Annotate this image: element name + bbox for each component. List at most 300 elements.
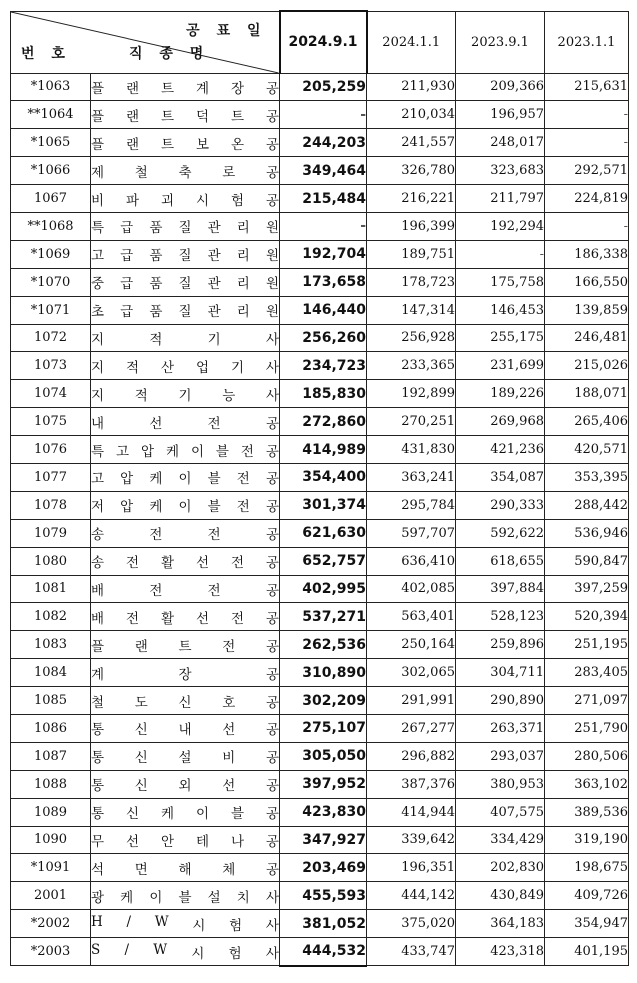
wage-value: 295,784 — [367, 491, 456, 519]
job-name-char: 트 — [178, 638, 192, 655]
wage-value: 256,928 — [367, 324, 456, 352]
wage-value: 248,017 — [456, 129, 545, 157]
wage-table — [10, 10, 629, 967]
job-name-char: 전 — [222, 638, 236, 655]
wage-value: 271,097 — [545, 687, 629, 715]
job-code: 1075 — [11, 408, 91, 436]
job-name-char: 장 — [178, 666, 192, 683]
wage-value: 380,953 — [456, 770, 545, 798]
wage-value: 210,034 — [367, 101, 456, 129]
job-name-char: 활 — [160, 610, 175, 627]
job-name-char: 적 — [134, 387, 148, 404]
job-name-char: 공 — [265, 164, 279, 181]
wage-value: 216,221 — [367, 185, 456, 213]
table-row — [11, 854, 629, 882]
job-name-char: 급 — [120, 220, 134, 237]
table-row — [11, 882, 629, 910]
table-row — [11, 240, 629, 268]
wage-value: 202,830 — [456, 854, 545, 882]
job-name-char: 적 — [125, 359, 140, 376]
job-name-spread — [91, 440, 279, 460]
job-name-spread — [91, 663, 279, 683]
job-name-char: 원 — [265, 220, 279, 237]
job-code: 2001 — [11, 882, 91, 910]
job-code: 1090 — [11, 826, 91, 854]
job-name-char: 배 — [91, 610, 105, 627]
job-name-char: 랜 — [125, 108, 140, 125]
wage-current: 301,374 — [280, 491, 367, 519]
wage-value: 241,557 — [367, 129, 456, 157]
table-row — [11, 463, 629, 491]
job-name-spread — [91, 607, 279, 627]
wage-value: - — [545, 212, 629, 240]
wage-value: 444,142 — [367, 882, 456, 910]
job-name-char: 기 — [230, 359, 244, 376]
job-name-char: 품 — [149, 248, 163, 265]
wage-value: 636,410 — [367, 547, 456, 575]
wage-value: 397,259 — [545, 575, 629, 603]
job-name — [91, 547, 280, 575]
job-name-char: 플 — [91, 80, 105, 97]
job-name-spread — [91, 161, 279, 181]
job-name-char: 도 — [134, 694, 148, 711]
job-name-char: 블 — [178, 889, 192, 906]
job-name-char: 플 — [91, 108, 105, 125]
job-name-char: 트 — [160, 80, 175, 97]
job-name-char: 전 — [125, 555, 140, 572]
job-name-spread — [91, 244, 279, 264]
job-name-char: 전 — [207, 527, 221, 544]
job-name-char: 리 — [236, 276, 250, 293]
wage-value: 592,622 — [456, 519, 545, 547]
wage-current: 537,271 — [280, 603, 367, 631]
wage-current: 354,400 — [280, 463, 367, 491]
job-name-char: 사 — [265, 387, 279, 404]
table-row — [11, 659, 629, 687]
job-name-char: 고 — [115, 443, 130, 460]
job-name-char: 광 — [91, 889, 105, 906]
wage-current: 423,830 — [280, 798, 367, 826]
job-name-char: 내 — [178, 722, 192, 739]
wage-value: 280,506 — [545, 742, 629, 770]
job-code: 1078 — [11, 491, 91, 519]
job-name-char: 공 — [265, 638, 279, 655]
job-code: *2003 — [11, 938, 91, 966]
job-name-char: / — [124, 941, 130, 958]
job-name-char: 시 — [192, 917, 206, 934]
job-name-char: 공 — [265, 108, 279, 125]
job-name-char: 품 — [149, 220, 163, 237]
job-name-char: 리 — [236, 248, 250, 265]
job-name — [91, 714, 280, 742]
table-row — [11, 380, 629, 408]
job-name-char: 공 — [265, 471, 279, 488]
wage-current: 302,209 — [280, 687, 367, 715]
job-name-char: 케 — [160, 806, 175, 823]
wage-value: 265,406 — [545, 408, 629, 436]
job-name-char: 공 — [265, 527, 279, 544]
job-name-char: 업 — [195, 359, 209, 376]
job-name-char: 보 — [195, 136, 209, 153]
job-name-spread — [91, 495, 279, 515]
table-row — [11, 603, 629, 631]
job-name-char: 계 — [195, 80, 209, 97]
job-name-char: 블 — [215, 443, 229, 460]
wage-value: 563,401 — [367, 603, 456, 631]
job-name-char: 설 — [178, 750, 192, 767]
wage-value: 409,726 — [545, 882, 629, 910]
wage-value: 288,442 — [545, 491, 629, 519]
job-name-char: 지 — [91, 331, 105, 348]
job-label: 직 종 명 — [129, 45, 210, 62]
job-name — [91, 129, 280, 157]
job-name — [91, 73, 280, 101]
job-name-char: 원 — [265, 276, 279, 293]
wage-value: 375,020 — [367, 910, 456, 938]
wage-value: 198,675 — [545, 854, 629, 882]
wage-value: 246,481 — [545, 324, 629, 352]
job-code: **1064 — [11, 101, 91, 129]
job-name-char: 리 — [236, 304, 250, 321]
job-name-char: 케 — [165, 443, 179, 460]
wage-current: 381,052 — [280, 910, 367, 938]
wage-value: 188,071 — [545, 380, 629, 408]
job-name-char: 케 — [149, 499, 163, 516]
job-name-char: 험 — [228, 945, 242, 962]
job-name-char: 이 — [195, 806, 209, 823]
wage-value: 590,847 — [545, 547, 629, 575]
table-row — [11, 575, 629, 603]
wage-current: 146,440 — [280, 296, 367, 324]
job-name-char: 시 — [195, 192, 209, 209]
wage-value: 520,394 — [545, 603, 629, 631]
wage-value: 339,642 — [367, 826, 456, 854]
job-name-char: 사 — [265, 359, 279, 376]
job-name-char: 체 — [222, 861, 236, 878]
job-name-char: 원 — [265, 304, 279, 321]
wage-value: 387,376 — [367, 770, 456, 798]
wage-value: 414,944 — [367, 798, 456, 826]
wage-current: 347,927 — [280, 826, 367, 854]
job-name-char: W — [153, 941, 168, 958]
job-name-char: 압 — [120, 471, 134, 488]
job-name-char: 급 — [120, 304, 134, 321]
wage-value: 401,195 — [545, 938, 629, 966]
job-name-char: 전 — [207, 582, 221, 599]
job-name-char: 선 — [222, 722, 236, 739]
job-name-spread — [91, 858, 279, 878]
wage-value: 231,699 — [456, 352, 545, 380]
job-name-char: 활 — [160, 555, 175, 572]
wage-current: 305,050 — [280, 742, 367, 770]
wage-value: 296,882 — [367, 742, 456, 770]
job-name-spread — [91, 886, 279, 906]
job-name-char: 저 — [91, 499, 105, 516]
wage-value: 353,395 — [545, 463, 629, 491]
job-name-char: 공 — [265, 778, 279, 795]
job-name-spread — [91, 830, 279, 850]
wage-current: 402,995 — [280, 575, 367, 603]
job-name — [91, 798, 280, 826]
job-name-spread — [91, 77, 279, 97]
wage-value: 293,037 — [456, 742, 545, 770]
wage-value: 267,277 — [367, 714, 456, 742]
wage-value: 209,366 — [456, 73, 545, 101]
job-code: 1088 — [11, 770, 91, 798]
job-name — [91, 575, 280, 603]
job-name-char: 험 — [229, 917, 243, 934]
job-name-char: 압 — [120, 499, 134, 516]
job-code: 1084 — [11, 659, 91, 687]
job-name — [91, 268, 280, 296]
wage-value: 224,819 — [545, 185, 629, 213]
date-header: 2023.9.1 — [456, 11, 545, 73]
job-name — [91, 240, 280, 268]
job-name-char: 질 — [178, 248, 192, 265]
wage-value: 178,723 — [367, 268, 456, 296]
job-name-spread — [91, 189, 279, 209]
wage-current: 185,830 — [280, 380, 367, 408]
job-name-spread — [91, 718, 279, 738]
table-row — [11, 631, 629, 659]
wage-current: 652,757 — [280, 547, 367, 575]
job-name-spread — [91, 300, 279, 320]
job-name-char: 플 — [91, 638, 105, 655]
job-name — [91, 491, 280, 519]
job-name-char: 배 — [91, 582, 105, 599]
job-name-char: 공 — [265, 415, 279, 432]
job-name-char: 제 — [91, 164, 105, 181]
job-name-spread — [91, 691, 279, 711]
wage-value: 147,314 — [367, 296, 456, 324]
wage-value: 189,226 — [456, 380, 545, 408]
job-name-char: 사 — [265, 331, 279, 348]
wage-value: 255,175 — [456, 324, 545, 352]
job-name-char: 급 — [120, 248, 134, 265]
table-row — [11, 910, 629, 938]
wage-value: 354,087 — [456, 463, 545, 491]
job-name-char: 초 — [91, 304, 105, 321]
wage-current: 444,532 — [280, 938, 367, 966]
wage-value: 263,371 — [456, 714, 545, 742]
job-name-char: 적 — [149, 331, 163, 348]
job-code: 1074 — [11, 380, 91, 408]
wage-current: 244,203 — [280, 129, 367, 157]
wage-current: 349,464 — [280, 157, 367, 185]
wage-value: 536,946 — [545, 519, 629, 547]
job-name-char: 사 — [265, 945, 279, 962]
job-name-spread — [91, 746, 279, 766]
job-name-spread — [91, 328, 279, 348]
wage-value: 196,351 — [367, 854, 456, 882]
wage-value: 196,399 — [367, 212, 456, 240]
date-header: 2024.1.1 — [367, 11, 456, 73]
wage-value: 283,405 — [545, 659, 629, 687]
wage-current: 621,630 — [280, 519, 367, 547]
job-name-char: 특 — [91, 443, 105, 460]
job-code: *1066 — [11, 157, 91, 185]
job-name-char: 공 — [265, 80, 279, 97]
job-name-char: 공 — [265, 666, 279, 683]
wage-current: 310,890 — [280, 659, 367, 687]
wage-value: 430,849 — [456, 882, 545, 910]
wage-value: 291,991 — [367, 687, 456, 715]
job-name-char: 트 — [160, 136, 175, 153]
job-name-char: 공 — [265, 499, 279, 516]
job-name-char: W — [154, 913, 169, 930]
job-name — [91, 185, 280, 213]
job-name-char: 신 — [134, 778, 148, 795]
job-name-char: 신 — [178, 694, 192, 711]
job-name-char: 트 — [160, 108, 175, 125]
job-name-char: 송 — [91, 527, 105, 544]
table-row — [11, 547, 629, 575]
job-name-char: 블 — [230, 806, 244, 823]
wage-value: 215,026 — [545, 352, 629, 380]
wage-current: 205,259 — [280, 73, 367, 101]
wage-current: 203,469 — [280, 854, 367, 882]
job-name-char: 고 — [91, 248, 105, 265]
job-name-char: 공 — [265, 555, 279, 572]
job-name-char: 기 — [178, 387, 192, 404]
table-row — [11, 185, 629, 213]
job-name-spread — [91, 133, 279, 153]
job-name-char: 해 — [178, 861, 192, 878]
job-name-char: 원 — [265, 248, 279, 265]
announce-date-label: 공 표 일 — [186, 22, 267, 39]
job-name-char: 전 — [236, 499, 250, 516]
wage-current: 414,989 — [280, 436, 367, 464]
job-name-char: 질 — [178, 276, 192, 293]
job-name — [91, 882, 280, 910]
job-name-spread — [91, 551, 279, 571]
job-code: *1070 — [11, 268, 91, 296]
job-name-char: 안 — [160, 833, 175, 850]
wage-value: 363,241 — [367, 463, 456, 491]
job-name-char: 플 — [91, 136, 105, 153]
job-name-spread — [91, 105, 279, 125]
job-name-char: 이 — [190, 443, 204, 460]
wage-value: 421,236 — [456, 436, 545, 464]
job-name-char: 축 — [178, 164, 192, 181]
wage-current: 192,704 — [280, 240, 367, 268]
job-name — [91, 408, 280, 436]
job-name-char: 선 — [149, 415, 163, 432]
table-row — [11, 687, 629, 715]
job-name-char: 관 — [207, 248, 221, 265]
job-name-char: 험 — [230, 192, 244, 209]
wage-current: 397,952 — [280, 770, 367, 798]
job-name-char: 지 — [91, 359, 105, 376]
job-name-char: 공 — [265, 443, 279, 460]
job-name — [91, 352, 280, 380]
job-code: *1071 — [11, 296, 91, 324]
job-name-char: 품 — [149, 304, 163, 321]
wage-value: 166,550 — [545, 268, 629, 296]
job-name — [91, 854, 280, 882]
job-name — [91, 463, 280, 491]
job-name — [91, 938, 280, 966]
wage-value: 250,164 — [367, 631, 456, 659]
job-name-char: 덕 — [195, 108, 209, 125]
job-name-char: 선 — [222, 778, 236, 795]
job-code: 1077 — [11, 463, 91, 491]
wage-value: 259,896 — [456, 631, 545, 659]
job-name-char: 괴 — [160, 192, 175, 209]
wage-value: 233,365 — [367, 352, 456, 380]
wage-value: 354,947 — [545, 910, 629, 938]
job-name — [91, 296, 280, 324]
wage-value: 211,930 — [367, 73, 456, 101]
job-name-spread — [91, 802, 279, 822]
job-name-spread — [91, 412, 279, 432]
job-name-char: 선 — [195, 555, 209, 572]
job-name-char: 트 — [230, 108, 244, 125]
job-code: 1081 — [11, 575, 91, 603]
header-row — [11, 11, 629, 73]
job-code: 1067 — [11, 185, 91, 213]
table-row — [11, 742, 629, 770]
job-name-char: 석 — [91, 861, 105, 878]
job-name-char: 무 — [91, 833, 105, 850]
job-name — [91, 770, 280, 798]
job-name — [91, 826, 280, 854]
job-name-char: 공 — [265, 833, 279, 850]
wage-value: - — [456, 240, 545, 268]
job-code: 1087 — [11, 742, 91, 770]
job-code: 1072 — [11, 324, 91, 352]
wage-value: 319,190 — [545, 826, 629, 854]
job-name-char: 품 — [149, 276, 163, 293]
wage-current: 256,260 — [280, 324, 367, 352]
job-name — [91, 436, 280, 464]
job-name-char: S — [91, 941, 101, 958]
job-name-char: 전 — [230, 610, 244, 627]
wage-value: 251,790 — [545, 714, 629, 742]
wage-value: 215,631 — [545, 73, 629, 101]
job-name-char: 이 — [149, 889, 163, 906]
job-name-spread — [91, 942, 279, 962]
job-name-char: 전 — [230, 555, 244, 572]
job-name-char: 능 — [222, 387, 236, 404]
job-code: *1091 — [11, 854, 91, 882]
wage-value: 528,123 — [456, 603, 545, 631]
job-name-char: 사 — [265, 889, 279, 906]
job-name-spread — [91, 356, 279, 376]
job-name-char: 통 — [91, 722, 105, 739]
table-row — [11, 129, 629, 157]
wage-value: 146,453 — [456, 296, 545, 324]
job-name-char: 블 — [207, 471, 221, 488]
job-name — [91, 212, 280, 240]
job-name-spread — [91, 635, 279, 655]
job-code: *1065 — [11, 129, 91, 157]
job-name-char: 나 — [230, 833, 244, 850]
wage-value: 192,294 — [456, 212, 545, 240]
job-name-char: 통 — [91, 806, 105, 823]
job-name-char: 온 — [230, 136, 244, 153]
wage-value: 186,338 — [545, 240, 629, 268]
job-name-char: 블 — [207, 499, 221, 516]
job-name-char: 공 — [265, 861, 279, 878]
job-name-char: 신 — [134, 750, 148, 767]
wage-value: 290,333 — [456, 491, 545, 519]
job-name-char: 압 — [140, 443, 155, 460]
wage-current: 275,107 — [280, 714, 367, 742]
job-name — [91, 659, 280, 687]
job-name-char: 외 — [178, 778, 192, 795]
job-name-char: 파 — [125, 192, 140, 209]
